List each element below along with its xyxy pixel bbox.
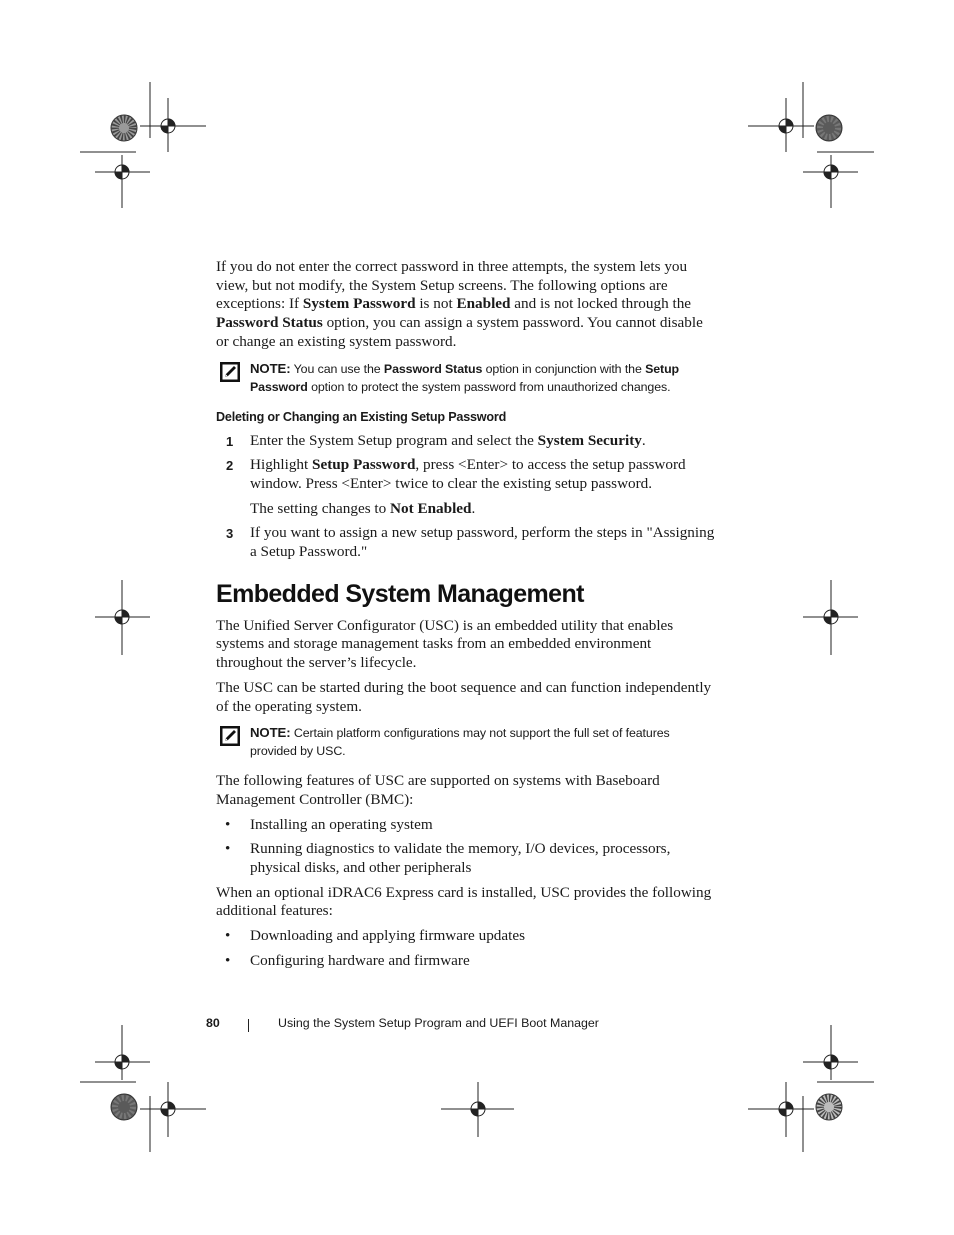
registration-mark-icon <box>161 1102 175 1116</box>
pencil-note-icon <box>220 362 240 382</box>
footer-separator <box>248 1019 249 1032</box>
registration-mark-icon <box>115 165 129 179</box>
page-content <box>216 258 716 977</box>
color-bar-wheel-icon <box>111 115 137 141</box>
subheading: Deleting or Changing an Existing Setup Password <box>216 409 507 424</box>
body-paragraph: The Unified Server Configurator (USC) is an embedded utility that enables systems and storage management tasks from an embedded environment throughout the server’s lifecycle. <box>216 616 674 672</box>
list-item: • Downloading and applying firmware updates <box>225 927 525 945</box>
list-item: • Configuring hardware and firmware <box>225 951 470 969</box>
body-paragraph: The following features of USC are supported on systems with Baseboard Management Controller (BMC): <box>216 772 660 808</box>
step-result: The setting changes to Not Enabled. <box>250 499 476 517</box>
color-bar-wheel-icon <box>111 1094 137 1120</box>
registration-mark-icon <box>115 1055 129 1069</box>
step-item: 3 If you want to assign a new setup password, perform the steps in "Assigning a Setup Password." <box>226 524 715 561</box>
step-item: 2 Highlight Setup Password, press <Enter> to access the setup password window. Press <Enter> twice to clear the existing setup password. The setting changes to Not Enabled. <box>216 456 716 518</box>
registration-mark-icon <box>824 610 838 624</box>
registration-mark-icon <box>824 1055 838 1069</box>
body-paragraph: The USC can be started during the boot sequence and can function independently of the operating system. <box>216 678 712 715</box>
note-box: NOTE: Certain platform configurations may not support the full set of features provided by USC. <box>216 724 716 760</box>
list-item: • Installing an operating system <box>225 815 433 833</box>
registration-mark-icon <box>115 610 129 624</box>
pencil-note-icon <box>220 726 240 746</box>
registration-mark-icon <box>161 119 175 133</box>
page-number: 80 <box>206 1016 220 1030</box>
footer-title: Using the System Setup Program and UEFI Boot Manager <box>278 1016 599 1030</box>
registration-mark-icon <box>779 119 793 133</box>
registration-mark-icon <box>824 165 838 179</box>
color-bar-wheel-icon <box>816 1094 842 1120</box>
color-bar-wheel-icon <box>816 115 842 141</box>
section-heading: Embedded System Management <box>216 579 584 608</box>
step-item: 1 Enter the System Setup program and select the System Security. <box>226 431 646 449</box>
note-box: NOTE: You can use the Password Status option in conjunction with the Setup Password option to protect the system password from unauthorized changes. <box>216 360 716 396</box>
body-paragraph: When an optional iDRAC6 Express card is installed, USC provides the following additional features: <box>216 883 712 920</box>
list-item: • Running diagnostics to validate the memory, I/O devices, processors, physical disks, and other peripherals <box>225 840 671 877</box>
registration-mark-icon <box>471 1102 485 1116</box>
intro-paragraph: If you do not enter the correct password in three attempts, the system lets you view, but not modify, the System Setup screens. The following options are exceptions: If System Password is not Enabled and is not locked through the Password Status option, you can assign a system password. You cannot disable or change an existing system password. <box>216 258 703 350</box>
registration-mark-icon <box>779 1102 793 1116</box>
